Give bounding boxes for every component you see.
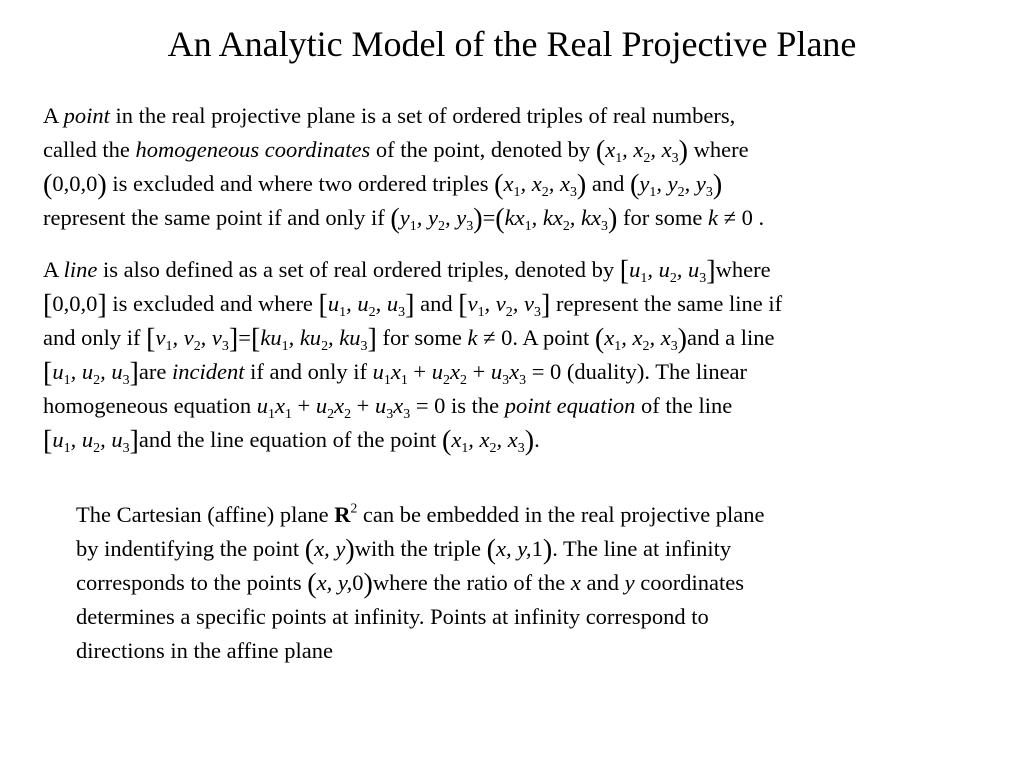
p2-line-6: [$u_1$, $u_2$, $u_3]and$ the line equation of the point ($x_1$, $x_2$, $x_3$). — [43, 425, 540, 457]
p3-line-1: The Cartesian (affine) plane $R^2$ can be embedded in the real projective plane — [76, 500, 765, 527]
formula-triple-x: ($x_1$, $x_2$, $x_3$) — [494, 169, 587, 201]
formula-line-equivalence: [$v_1$, $v_2$, $v_3]=[ku_1$, $ku_2$, $ku_3$] — [146, 323, 377, 355]
formula-line-v: [$v_1$, $v_2$, $v_3$] — [458, 289, 551, 321]
formula-triple-xy0: (x, y,0) — [307, 568, 373, 600]
p2-line-4: [$u_1$, $u_2$, $u_3]are$ incident if and only if $u_1x_1 + u_2x_2 + u_3x_3 = 0$ (duality). The linear — [43, 357, 748, 389]
line-definition-paragraph — [43, 253, 988, 457]
formula-point-x: ($x_1$, $x_2$, $x_3$) — [595, 135, 688, 167]
p3-line-3: corresponds to the points (x, y,0)where the ratio of the x and y coordinates — [76, 568, 744, 600]
term-line: line — [63, 257, 98, 282]
formula-triple-y: ($y_1$, $y_2$, $y_3$) — [630, 169, 723, 201]
formula-triple-xy1: (x, y,1) — [486, 534, 553, 566]
page-title: An Analytic Model of the Real Projective Plane — [167, 24, 857, 64]
term-point-equation: point equation — [504, 393, 636, 418]
p1-line-3: (0,0,0) is excluded and where two ordered triples ($x_1$, $x_2$, $x_3$) and ($y_1$, $y_2$, $y_3$) — [43, 169, 723, 201]
p2-line-3: and only if [$v_1$, $v_2$, $v_3]=[ku_1$, $ku_2$, $ku_3$] for some k ≠ 0. A point ($x_1$, $x_2$, $x_3)and$ a line — [43, 323, 775, 355]
p3-line-2: by indentifying the point (x, y)with the triple (x, y,1). The line at infinity — [76, 534, 732, 566]
formula-homogeneous-equation: $u_1x_1 + u_2x_2 + u_3x_3 = 0$ — [256, 393, 446, 422]
p1-line-4: represent the same point if and only if ($y_1$, $y_2$, $y_3)=(kx_1$, $kx_2$, $kx_3$) for some k ≠ 0 . — [43, 203, 765, 235]
formula-incidence: $u_1x_1 + u_2x_2 + u_3x_3 = 0$ — [372, 359, 562, 388]
p3-line-5: directions in the affine plane — [76, 638, 333, 663]
formula-line-u: [$u_1$, $u_2$, $u_3$] — [619, 255, 716, 287]
affine-embedding-paragraph — [76, 498, 976, 668]
formula-point-x-2: ($x_1$, $x_2$, $x_3$) — [594, 323, 688, 355]
formula-zero-triple: (0,0,0) — [43, 169, 107, 201]
p1-line-2: called the homogeneous coordinates of the point, denoted by ($x_1$, $x_2$, $x_3$) where — [43, 135, 749, 167]
formula-point-equivalence: ($y_1$, $y_2$, $y_3)=(kx_1$, $kx_2$, $kx_3$) — [390, 203, 618, 235]
term-point: point — [63, 103, 110, 128]
p2-line-5: homogeneous equation $u_1x_1 + u_2x_2 + u_3x_3 = 0$ is the point equation of the line — [43, 393, 733, 422]
formula-k-nonzero-2: k ≠ 0. — [467, 325, 518, 350]
p2-line-1: A line is also defined as a set of real ordered triples, denoted by [$u_1$, $u_2$, $u_3]where$ — [43, 255, 771, 287]
formula-zero-line: [0,0,0] — [43, 289, 107, 321]
p3-line-4: determines a specific points at infinity. Points at infinity correspond to — [76, 604, 709, 629]
term-homogeneous-coordinates: homogeneous coordinates — [135, 137, 371, 162]
formula-line-u-4: [$u_1$, $u_2$, $u_3$] — [43, 425, 139, 457]
formula-k-nonzero: k ≠ 0 — [707, 205, 753, 230]
term-incident: incident — [172, 359, 245, 384]
point-definition-paragraph — [43, 99, 988, 235]
p2-line-2: [0,0,0] is excluded and where [$u_1$, $u_2$, $u_3$] and [$v_1$, $v_2$, $v_3$] represent the same line if — [43, 289, 783, 321]
formula-line-u-3: [$u_1$, $u_2$, $u_3$] — [43, 357, 139, 389]
formula-line-u-2: [$u_1$, $u_2$, $u_3$] — [318, 289, 415, 321]
p1-line-1: A point in the real projective plane is a set of ordered triples of real numbers, — [43, 103, 736, 128]
formula-r-squared: $R^2$ — [334, 500, 358, 527]
formula-point-x-3: ($x_1$, $x_2$, $x_3$) — [441, 425, 535, 457]
formula-point-xy: (x, y) — [304, 534, 355, 566]
